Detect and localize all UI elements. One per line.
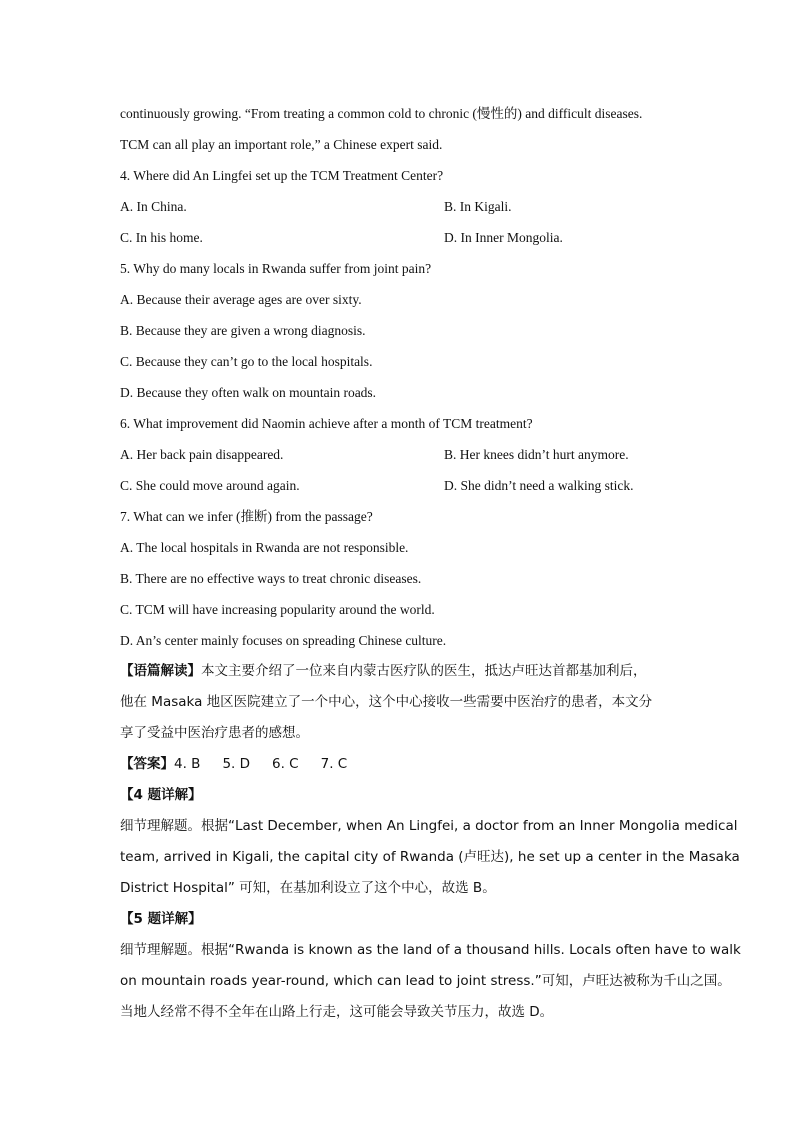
question-5-stem: 5. Why do many locals in Rwanda suffer from joint pain? (120, 261, 432, 276)
option-b: B. In Kigali. (444, 199, 512, 214)
option-b: B. Her knees didn’t hurt anymore. (444, 447, 629, 462)
option-d: D. An’s center mainly focuses on spreading Chinese culture. (120, 633, 447, 648)
question-6-options-row (120, 470, 664, 501)
reading-guide-line: 享了受益中医治疗患者的感想。 (120, 725, 309, 741)
question-4-options-row (120, 222, 664, 253)
explanation-4-heading: 【4 题详解】 (120, 787, 202, 803)
option-d: D. She didn’t need a walking stick. (444, 478, 634, 493)
option-a: A. Her back pain disappeared. (120, 447, 284, 462)
explanation-line: team, arrived in Kigali, the capital city of Rwanda (卢旺达), he set up a center in the Masaka (120, 849, 740, 865)
explanation-line: 当地人经常不得不全年在山路上行走，这可能会导致关节压力，故选 D。 (120, 1004, 554, 1020)
option-d: D. In Inner Mongolia. (444, 230, 563, 245)
answer-item: 5. D (222, 756, 251, 772)
question-6-options-row (120, 439, 664, 470)
option-c: C. Because they can’t go to the local hospitals. (120, 354, 373, 369)
question-7-stem: 7. What can we infer (推断) from the passage? (120, 509, 373, 524)
page-content (120, 98, 741, 1028)
answers-heading: 【答案】 (120, 756, 174, 772)
passage-line: TCM can all play an important role,” a Chinese expert said. (120, 137, 443, 152)
option-b: B. Because they are given a wrong diagnosis. (120, 323, 366, 338)
question-4-options-row (120, 191, 664, 222)
option-a: A. The local hospitals in Rwanda are not responsible. (120, 540, 409, 555)
option-d: D. Because they often walk on mountain roads. (120, 385, 377, 400)
answer-item: 6. C (272, 756, 299, 772)
explanation-line: 细节理解题。根据“Last December, when An Lingfei, a doctor from an Inner Mongolia medical (120, 818, 738, 834)
explanation-line: on mountain roads year-round, which can lead to joint stress.”可知，卢旺达被称为千山之国。 (120, 973, 731, 989)
question-6-stem: 6. What improvement did Naomin achieve after a month of TCM treatment? (120, 416, 533, 431)
reading-guide-text: 本文主要介绍了一位来自内蒙古医疗队的医生，抵达卢旺达首都基加利后， (201, 663, 647, 679)
answer-item: 7. C (320, 756, 348, 772)
question-4-stem: 4. Where did An Lingfei set up the TCM Treatment Center? (120, 168, 444, 183)
option-c: C. In his home. (120, 230, 203, 245)
option-c: C. She could move around again. (120, 478, 300, 493)
reading-guide-heading: 【语篇解读】 (120, 663, 201, 679)
explanation-5-heading: 【5 题详解】 (120, 911, 202, 927)
option-b: B. There are no effective ways to treat chronic diseases. (120, 571, 422, 586)
reading-guide-line (120, 656, 664, 687)
explanation-line: District Hospital” 可知，在基加利设立了这个中心，故选 B。 (120, 880, 496, 896)
answer-item: 4. B (174, 756, 201, 772)
option-c: C. TCM will have increasing popularity around the world. (120, 602, 435, 617)
answers-line (120, 749, 664, 780)
option-a: A. In China. (120, 199, 187, 214)
reading-guide-line: 他在 Masaka 地区医院建立了一个中心，这个中心接收一些需要中医治疗的患者，本文分 (120, 694, 653, 710)
option-a: A. Because their average ages are over sixty. (120, 292, 362, 307)
passage-line: continuously growing. “From treating a common cold to chronic (慢性的) and difficult diseases. (120, 106, 643, 121)
explanation-line: 细节理解题。根据“Rwanda is known as the land of a thousand hills. Locals often have to walk (120, 942, 741, 958)
